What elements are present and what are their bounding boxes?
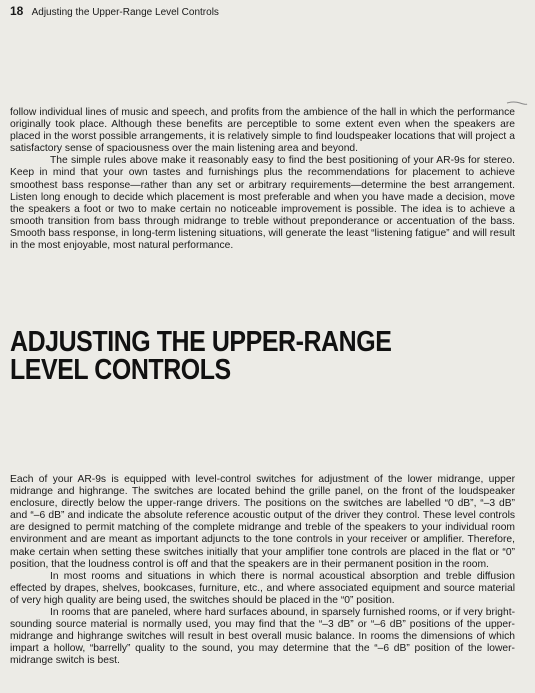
section-heading-line-2: LEVEL CONTROLS — [10, 354, 231, 386]
page-number: 18 — [10, 4, 24, 18]
paragraph: The simple rules above make it reasonably easy to find the best positioning of your AR-9s for stereo. Keep in mind that your own tastes and furnishings plus the recommendations for placement to achieve smoothest bass response—rather than any set or arbitrary requirements—determine the best arrangement. Listen long enough to decide which placement is most preferable and when you have made a decision, move the speakers a foot or two to make certain no noticeable improvement is possible. The idea is to achieve a smooth transition from bass through midrange to treble without preponderance or accentuation of the bass. Smooth bass response, in long-term listening situations, will generate the least “listening fatigue” and will result in the most enjoyable, most natural performance. — [10, 155, 515, 252]
running-header — [10, 4, 219, 18]
running-title: Adjusting the Upper-Range Level Controls — [31, 7, 219, 18]
body-text-section-1 — [10, 107, 515, 252]
paragraph: follow individual lines of music and speech, and profits from the ambience of the hall in which the performance originally took place. Although these benefits are perceptible to some extent even when the speakers are placed in the worst possible arrangements, it is relatively simple to find loudspeaker locations that will project a satisfactory sense of spaciousness over the main listening area and beyond. — [10, 107, 515, 155]
section-heading-line-1: ADJUSTING THE UPPER-RANGE — [10, 326, 392, 358]
paragraph: In most rooms and situations in which there is normal acoustical absorption and treble diffusion effected by drapes, shelves, bookcases, furniture, etc., and where associated equipment and source material of very high quality are being used, the switches should be placed in the “0” position. — [10, 570, 515, 606]
pen-mark-decoration — [506, 100, 528, 106]
paragraph: In rooms that are paneled, where hard surfaces abound, in sparsely furnished rooms, or if very bright-sounding source material is normally used, you may find that the “–3 dB” or “–6 dB” positions of the upper-midrange and highrange switches will result in best overall music balance. In rooms the dimensions of which impart a hollow, “barrelly” quality to the sound, you may determine that the “–6 dB” position of the lower-midrange switch is best. — [10, 607, 515, 667]
body-text-section-2 — [10, 474, 515, 668]
section-heading — [10, 328, 444, 384]
paragraph: Each of your AR-9s is equipped with level-control switches for adjustment of the lower midrange, upper midrange and highrange. The switches are located behind the grille panel, on the front of the loudspeaker enclosure, directly below the upper-range drivers. The positions on the switches are labelled “0 dB”, “–3 dB” and “–6 dB” and indicate the absolute reference acoustic output of the driver they control. These level controls are designed to permit matching of the complete midrange and treble of the speakers to your individual room environment and are meant as important adjuncts to the tone controls in your receiver or amplifier. Therefore, make certain when setting these switches initially that your amplifier tone controls are placed in the flat or “0” position, that the loudness control is off and that the speakers are in their permanent position in the room. — [10, 474, 515, 570]
